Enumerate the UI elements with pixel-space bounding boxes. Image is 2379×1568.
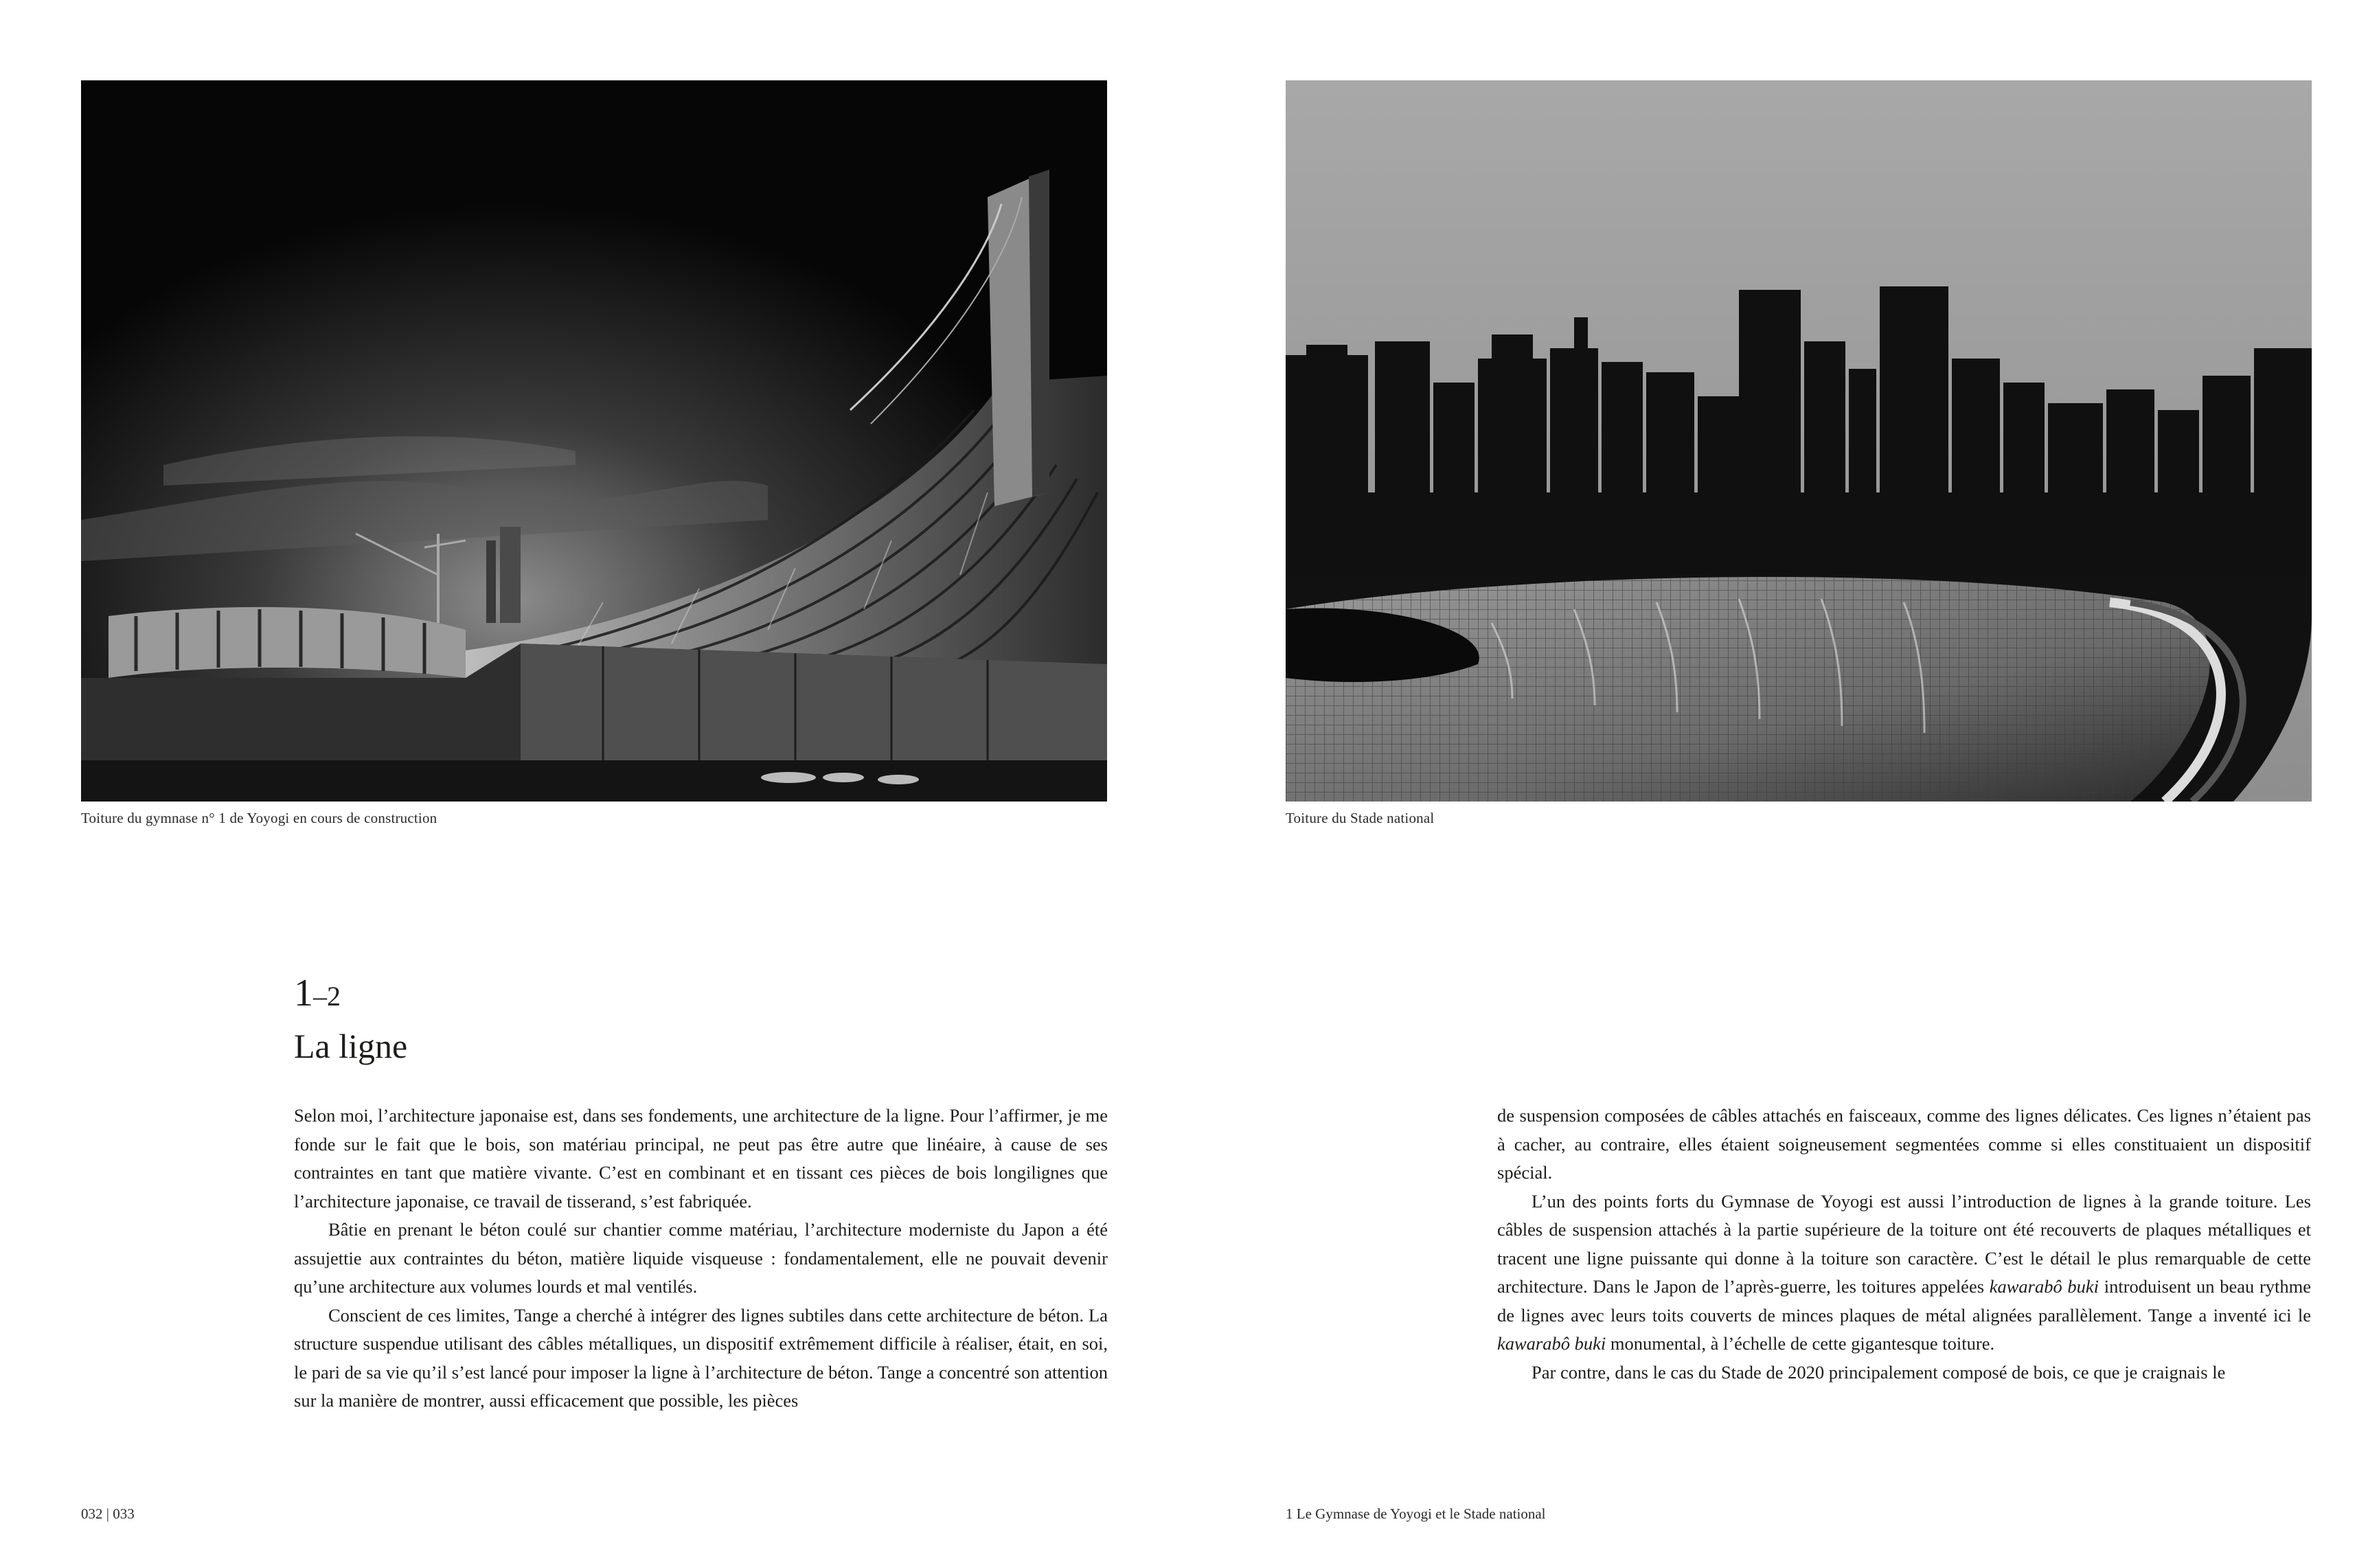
section-number: [294, 974, 341, 1012]
body-column-right: [1497, 1102, 2311, 1387]
body-text: introduisent un beau rythme de lignes avec leurs toits couverts de minces plaques de métal alignées parallèlement. Tange a inventé ici le: [1497, 1276, 2312, 1326]
body-paragraph: [1497, 1188, 2311, 1359]
page-numbers: 032 | 033: [81, 1505, 135, 1522]
body-paragraph: Par contre, dans le cas du Stade de 2020 principalement composé de bois, ce que je craignais le: [1532, 1361, 2226, 1383]
body-text: L’un des points forts du Gymnase de Yoyogi est aussi l’introduction de lignes à la grande toiture. Les câbles de suspension attachés à la partie supérieure de la toiture ont été recouverts de plaques métalliques et tracent une ligne puissante qui donne à la toiture son caractère. C’est le détail le plus remarquable de cette architecture. Dans le Japon de l’après-guerre, les toitures appelées: [1497, 1190, 2311, 1297]
section-number-main: 1: [294, 972, 313, 1014]
section-number-sub: –2: [313, 981, 341, 1012]
running-footer: 1 Le Gymnase de Yoyogi et le Stade national: [1286, 1505, 1546, 1522]
body-paragraph: Bâtie en prenant le béton coulé sur chantier comme matériau, l’architecture moderniste du Japon a été assujettie aux contraintes du béton, matière liquide visqueuse : fondamentalement, elle ne pouvait devenir qu’une architecture aux volumes lourds et mal ventilés.: [294, 1219, 1108, 1297]
photo-caption-left: Toiture du gymnase n° 1 de Yoyogi en cours de construction: [81, 810, 437, 826]
photo-national-stadium: [1286, 80, 2312, 802]
term-kawarabo-buki: kawarabô buki: [1989, 1276, 2099, 1297]
body-paragraph: Selon moi, l’architecture japonaise est, dans ses fondements, une architecture de la ligne. Pour l’affirmer, je me fonde sur le fait que le bois, son matériau principal, ne peut pas être autre que linéaire, à cause de ses contraintes en tant que matière vivante. C’est en combinant et en tissant ces pièces de bois longilignes que l’architecture japonaise, ce travail de tisserand, s’est fabriquée.: [294, 1105, 1108, 1212]
body-paragraph: Conscient de ces limites, Tange a cherché à intégrer des lignes subtiles dans cette architecture de béton. La structure suspendue utilisant des câbles métalliques, un dispositif extrêmement difficile à réaliser, était, en soi, le pari de sa vie qu’il s’est lancé pour imposer la ligne à l’architecture de béton. Tange a concentré son attention sur la manière de montrer, aussi efficacement que possible, les pièces: [294, 1304, 1108, 1411]
body-paragraph: de suspension composées de câbles attachés en faisceaux, comme des lignes délicates. Ces lignes n’étaient pas à cacher, au contraire, elles étaient soigneusement segmentées comme si elles constituaient un dispositif spécial.: [1497, 1105, 2311, 1183]
photo-yoyogi-gymnasium: [81, 80, 1107, 802]
term-kawarabo-buki: kawarabô buki: [1497, 1333, 1606, 1354]
yoyogi-gymnasium-image: [81, 80, 1107, 802]
body-text: monumental, à l’échelle de cette gigantesque toiture.: [1606, 1333, 1995, 1354]
national-stadium-image: [1286, 80, 2312, 802]
section-title: La ligne: [294, 1027, 408, 1065]
body-column-left: [294, 1102, 1108, 1416]
photo-caption-right: Toiture du Stade national: [1286, 810, 1435, 826]
